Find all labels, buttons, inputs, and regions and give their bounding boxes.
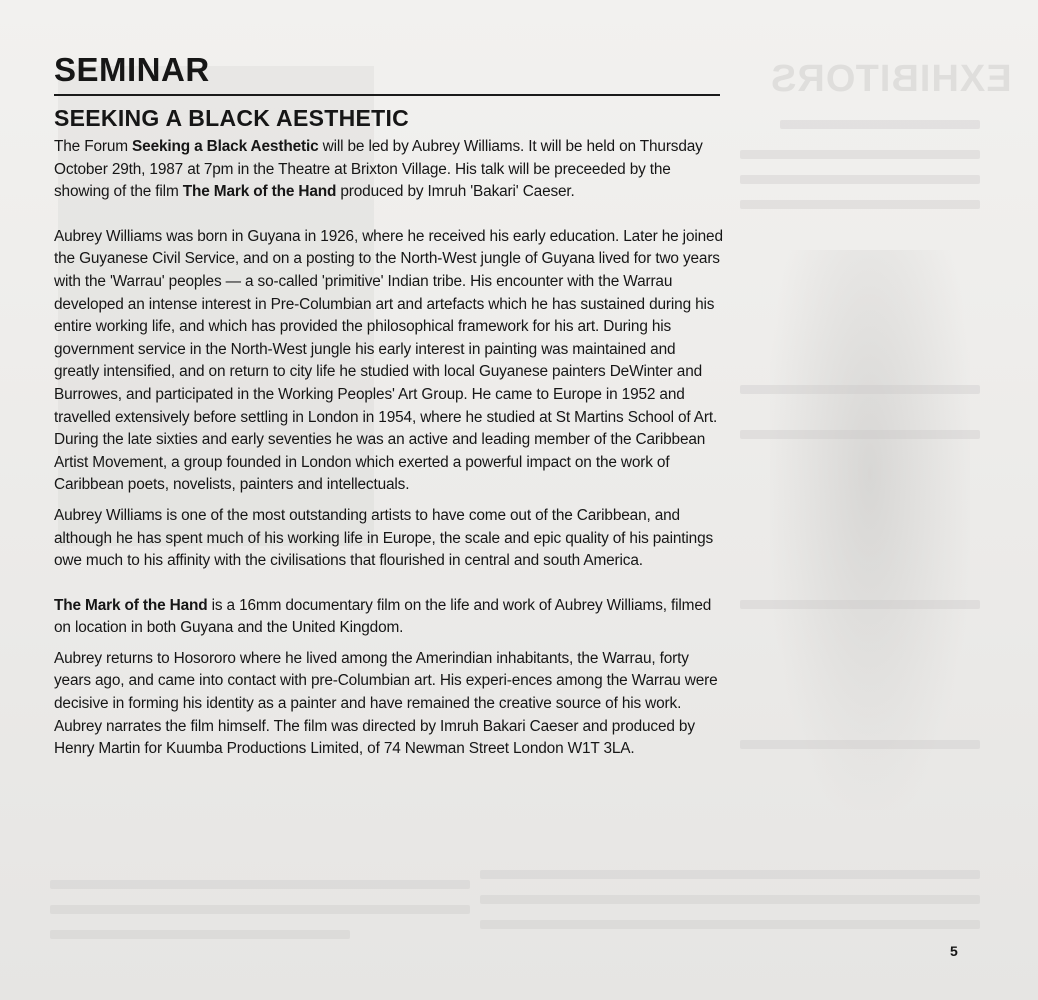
film-title-inline: The Mark of the Hand: [54, 596, 208, 614]
bleed-through-line: [50, 905, 470, 914]
bleed-through-line: [740, 150, 980, 159]
bleed-through-line: [50, 880, 470, 889]
film-text: is a 16mm documentary film on the life and work of Aubrey Williams, filmed on location in both Guyana and the United Kingdom.: [54, 596, 712, 637]
forum-title: Seeking a Black Aesthetic: [132, 138, 319, 155]
bleed-through-line: [480, 920, 980, 929]
bleed-through-line: [740, 385, 980, 394]
bleed-through-line: [740, 430, 980, 439]
bleed-through-line: [740, 740, 980, 749]
film-details-paragraph: Aubrey returns to Hosororo where he lived among the Amerindian inhabitants, the Warrau, forty years ago, and came into contact with pre-Columbian art. His experi-ences among the Warrau were decisive in forming his identity as a painter and have remained the creative source of his work. Aubrey narrates the film himself. The film was directed by Imruh Bakari Caeser and produced by Henry Martin for Kuumba Productions Limited, of 74 Newman Street London W1T 3LA.: [54, 649, 718, 758]
intro-text-3: produced by Imruh 'Bakari' Caeser.: [336, 183, 575, 201]
intro-text-1: The Forum: [54, 138, 133, 155]
bleed-through-line: [740, 600, 980, 609]
bleed-through-line: [480, 870, 980, 879]
film-paragraph: [54, 595, 724, 640]
page-title: SEMINAR: [54, 48, 720, 96]
article: [54, 48, 724, 761]
biography-paragraph: Aubrey Williams was born in Guyana in 1926, where he received his early education. Later he joined the Guyanese Civil Service, and on a posting to the North-West jungle of Guyana lived for two years with the 'Warrau' peoples — a so-called 'primitive' Indian tribe. His encounter with the Warrau developed an intense interest in Pre-Columbian art and artefacts which he has sustained during his entire working life, and which has provided the philosophical framework for his art. During his government service in the North-West jungle his early interest in painting was maintained and greatly intensified, and on return to city life he studied with local Guyanese painters DeWinter and Burrowes, and participated in the Working Peoples' Art Group. He came to Europe in 1952 and travelled extensively before settling in London in 1954, where he studied at St Martins School of Art. During the late sixties and early seventies he was an active and leading member of the Caribbean Artist Movement, a group founded in London which exerted a powerful impact on the work of Caribbean poets, novelists, painters and intellectuals.: [54, 227, 723, 494]
section-title: SEEKING A BLACK AESTHETIC: [54, 105, 410, 131]
film-title: The Mark of the Hand: [182, 183, 337, 201]
bleed-through-line: [740, 175, 980, 184]
intro-paragraph: [54, 136, 724, 204]
bleed-through-line: [480, 895, 980, 904]
intro-text-2: will be led by Aubrey Williams. It will be held on Thursday October 29th, 1987 at 7pm in the Theatre at Brixton Village. His talk will be preceeded by the showing of the film: [54, 138, 703, 201]
bleed-through-line: [780, 120, 980, 129]
bleed-through-photo-right: [770, 250, 970, 810]
bleed-through-line: [740, 200, 980, 209]
assessment-paragraph: Aubrey Williams is one of the most outstanding artists to have come out of the Caribbean, and although he has spent much of his working life in Europe, the scale and epic quality of his paintings owe much to his affinity with the civilisations that flourished in central and south America.: [54, 506, 714, 570]
bleed-through-heading: EXHIBITORS: [770, 58, 1012, 100]
bleed-through-line: [50, 930, 350, 939]
page-number: 5: [950, 943, 958, 959]
